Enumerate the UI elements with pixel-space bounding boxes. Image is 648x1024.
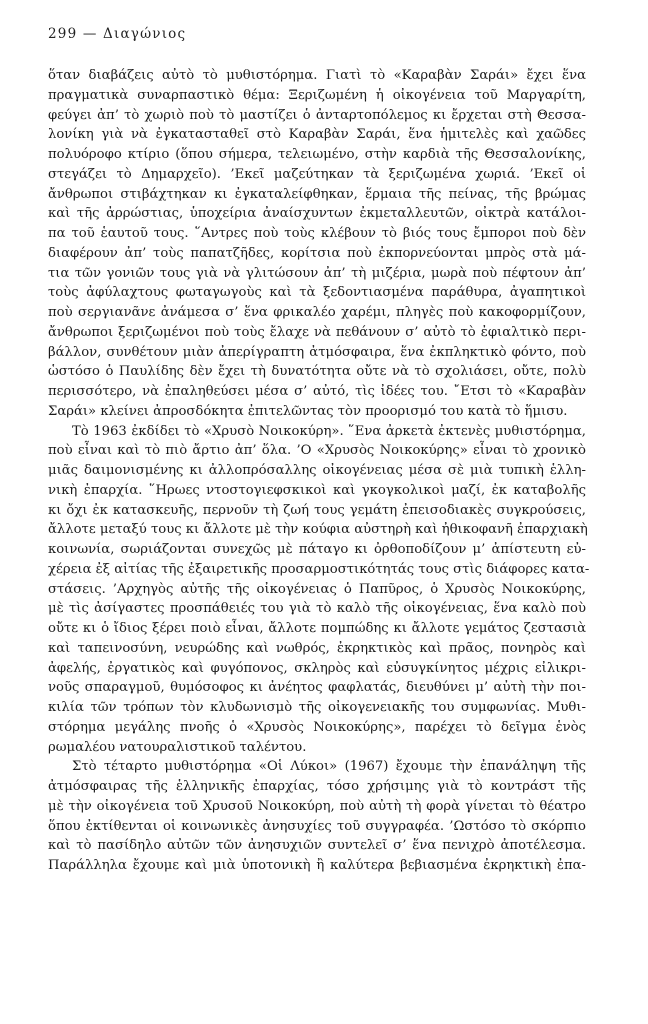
text-line: πολυόροφο κτίριο (ὅπου σήμερα, τελειωμένο, στὴν καρδιὰ τῆς Θεσσαλονίκης, bbox=[48, 147, 586, 162]
text-line: στεγάζει τὸ Δημαρχεῖο). ’Εκεῖ μαζεύτηκαν τὰ ξεριζωμένα χωριά. ’Εκεῖ οἱ bbox=[48, 166, 586, 182]
text-line: πα τοῦ ἑαυτοῦ τους. ῞Αντρες ποὺ τοὺς κλέβουν τὸ βιός τους ἔμποροι ποὺ δὲν bbox=[48, 226, 586, 241]
text-line: καὶ ταπεινοσύνη, νευρώδης καὶ νωθρός, ἐκρηκτικὸς καὶ πρᾶος, πονηρὸς καὶ bbox=[48, 640, 586, 656]
text-line: κοινωνία, σωριάζονται συνεχῶς μὲ πάταγο κι ὀρθοποδίζουν μ’ ἀπίστευτη εὐ- bbox=[48, 542, 586, 557]
text-line: διαφέρουν ἀπ’ τοὺς παπατζῆδες, κορίτσια ποὺ ἐκπορνεύονται μπρὸς στὰ μά- bbox=[48, 245, 586, 261]
text-line: κιλία τῶν τρόπων τὸν κλυδωνισμὸ τῆς οἰκογενειακῆς του συμφωνίας. Μυθι- bbox=[48, 700, 586, 715]
text-line: ὅταν διαβάζεις αὐτὸ τὸ μυθιστόρημα. Γιατὶ τὸ «Καραβὰν Σαράι» ἔχει ἕνα bbox=[48, 68, 586, 83]
text-line: βάλλον, συνθέτουν μιὰν ἀπερίγραπτη ἀτμόσφαιρα, ἕνα ἐκπληκτικὸ φόντο, ποὺ bbox=[48, 344, 586, 360]
text-line: κι ὄχι ἐκ κατασκευῆς, περνοῦν τὴ ζωή τους γεμάτη ἐπεισοδιακὲς συγκρούσεις, bbox=[48, 502, 586, 518]
text-line: μὲ τὶς ἀσίγαστες προσπάθειές του γιὰ τὸ καλὸ τῆς οἰκογένειας, ἕνα καλὸ ποὺ bbox=[48, 601, 586, 617]
text-line: ἀφελής, ἐργατικὸς καὶ φυγόπονος, σκληρὸς καὶ εὐσυγκίνητος μέχρις εἰλικρι- bbox=[48, 660, 586, 676]
text-line: πραγματικὰ συναρπαστικὸ θέμα: Ξεριζωμένη ἡ οἰκογένεια τοῦ Μαργαρίτη, bbox=[48, 87, 586, 103]
text-line: ἄλλοτε μεταξύ τους κι ἄλλοτε μὲ τὴν κούφια αὐστηρὴ καὶ ἠθικοφανῆ ἐπαρχιακὴ bbox=[48, 522, 588, 538]
text-line: Σαράι» κλείνει ἀπροσδόκητα ἐπιτελῶντας τὸν προορισμό του κατὰ τὸ ἥμισυ. bbox=[48, 403, 568, 419]
body-text bbox=[48, 66, 590, 876]
text-line: οὔτε κι ὁ ἴδιος ξέρει ποιὸ εἶναι, ἄλλοτε πομπώδης κι ἄλλοτε γεμάτος ζεστασιὰ bbox=[48, 621, 586, 636]
text-line: ρωμαλέου νατουραλιστικοῦ ταλέντου. bbox=[48, 739, 307, 755]
text-line: ὅπου ἐκτίθενται οἱ κοινωνικὲς ἀνησυχίες τοῦ συγγραφέα. ’Ωστόσο τὸ σκόρπιο bbox=[48, 818, 586, 834]
text-line: ἄνθρωποι ξεριζωμένοι ποὺ τοὺς ἔλαχε νὰ πεθάνουν σ’ αὐτὸ τὸ ἐφιαλτικὸ περι- bbox=[48, 324, 586, 340]
text-line: καὶ τὸ πασίδηλο αὐτῶν τῶν ἀνησυχιῶν συντελεῖ σ’ ἕνα πενιχρὸ ἀποτέλεσμα. bbox=[48, 838, 586, 854]
text-line: ποὺ εἶναι καὶ τὸ πιὸ ἄρτιο ἀπ’ ὅλα. ’Ο «Χρυσὸς Νοικοκύρης» εἶναι τὸ χρονικὸ bbox=[48, 443, 586, 459]
text-line: Στὸ τέταρτο μυθιστόρημα «Οἱ Λύκοι» (1967) ἔχουμε τὴν ἐπανάληψη τῆς bbox=[72, 759, 586, 775]
text-line: νοῦς σπαραγμοῦ, θυμόσοφος κι ἀνέητος φαφλατάς, διευθύνει μ’ αὐτὴ τὴν ποι- bbox=[48, 680, 586, 696]
text-line: μὲ τὴν οἰκογένεια τοῦ Χρυσοῦ Νοικοκύρη, ποὺ αὐτὴ τὴ φορὰ γίνεται τὸ θέατρο bbox=[48, 798, 586, 814]
text-line: ἄνθρωποι στιβάχτηκαν κι ἐγκαταλείφθηκαν, ἕρμαια τῆς πείνας, τῆς βρώμας bbox=[48, 186, 586, 202]
text-line: καὶ τῆς ἀρρώστιας, ὑποχείρια ἀναίσχυντων ἐκμεταλλευτῶν, οἰκτρὰ κατάλοι- bbox=[48, 206, 586, 222]
text-line: στάσεις. ’Αρχηγὸς αὐτῆς τῆς οἰκογένειας ὁ Παπῦρος, ὁ Χρυσὸς Νοικοκύρης, bbox=[48, 581, 586, 597]
text-line: περισσότερο, νὰ ἐπαληθεύσει μέσα σ’ αὐτό, τὶς ἰδέες του. ῎Ετσι τὸ «Καραβὰν bbox=[48, 384, 586, 399]
text-line: νικὴ ἐπαρχία. ῞Ηρωες ντοστογιεφσκικοὶ καὶ γκογκολικοὶ μαζί, ἐκ καταβολῆς bbox=[48, 482, 586, 498]
text-line: λονίκη γιὰ νὰ ἐγκατασταθεῖ στὸ Καραβὰν Σαράι, ἕνα ἡμιτελὲς καὶ χαῶδες bbox=[48, 127, 586, 143]
text-line: φεύγει ἀπ’ τὸ χωριὸ ποὺ τὸ μαστίζει ὁ ἀνταρτοπόλεμος κι ἔρχεται στὴ Θεσσα- bbox=[48, 107, 586, 123]
text-line: μιᾶς δαιμονισμένης κι ἀλλοπρόσαλλης οἰκογένειας μέσα σὲ μιὰ τυπικὴ ἑλλη- bbox=[48, 463, 586, 478]
running-head: 299 — Διαγώνιος bbox=[48, 26, 187, 42]
text-line: τια τῶν γονιῶν τους γιὰ νὰ γλιτώσουν ἀπ’ τὴ μιζέρια, μωρὰ ποὺ πέφτουν ἀπ’ bbox=[48, 265, 586, 281]
text-line: χέρεια ἐξ αἰτίας τῆς ἐξαιρετικῆς προσαρμοστικότητάς τους στὶς διάφορες κατα- bbox=[48, 561, 590, 577]
text-line: ἀτμόσφαιρας τῆς ἑλληνικῆς ἐπαρχίας, τόσο χρήσιμης γιὰ τὸ κοντράστ τῆς bbox=[48, 779, 586, 794]
text-line: ποὺ σεργιανᾶνε ἀνάμεσα σ’ ἕνα φρικαλέο χαρέμι, πληγὲς ποὺ κακοφορμίζουν, bbox=[48, 305, 586, 320]
text-line: Τὸ 1963 ἐκδίδει τὸ «Χρυσὸ Νοικοκύρη». ῞Ενα ἀρκετὰ ἐκτενὲς μυθιστόρημα, bbox=[72, 423, 586, 439]
text-line: τοὺς ἀφύλαχτους φωταγωγοὺς καὶ τὰ ξεδοντιασμένα παράθυρα, ἀγαπητικοὶ bbox=[48, 285, 586, 301]
text-line: στόρημα μεγάλης πνοῆς ὁ «Χρυσὸς Νοικοκύρης», παρέχει τὸ δεῖγμα ἑνὸς bbox=[48, 719, 586, 735]
text-line: ὡστόσο ὁ Παυλίδης δὲν ἔχει τὴ δυνατότητα οὔτε νὰ τὸ σχολιάσει, οὔτε, πολὺ bbox=[48, 364, 586, 380]
text-line: Παράλληλα ἔχουμε καὶ μιὰ ὑποτονικὴ ἢ καλύτερα βεβιασμένα ἐκρηκτικὴ ἐπα- bbox=[48, 858, 586, 873]
